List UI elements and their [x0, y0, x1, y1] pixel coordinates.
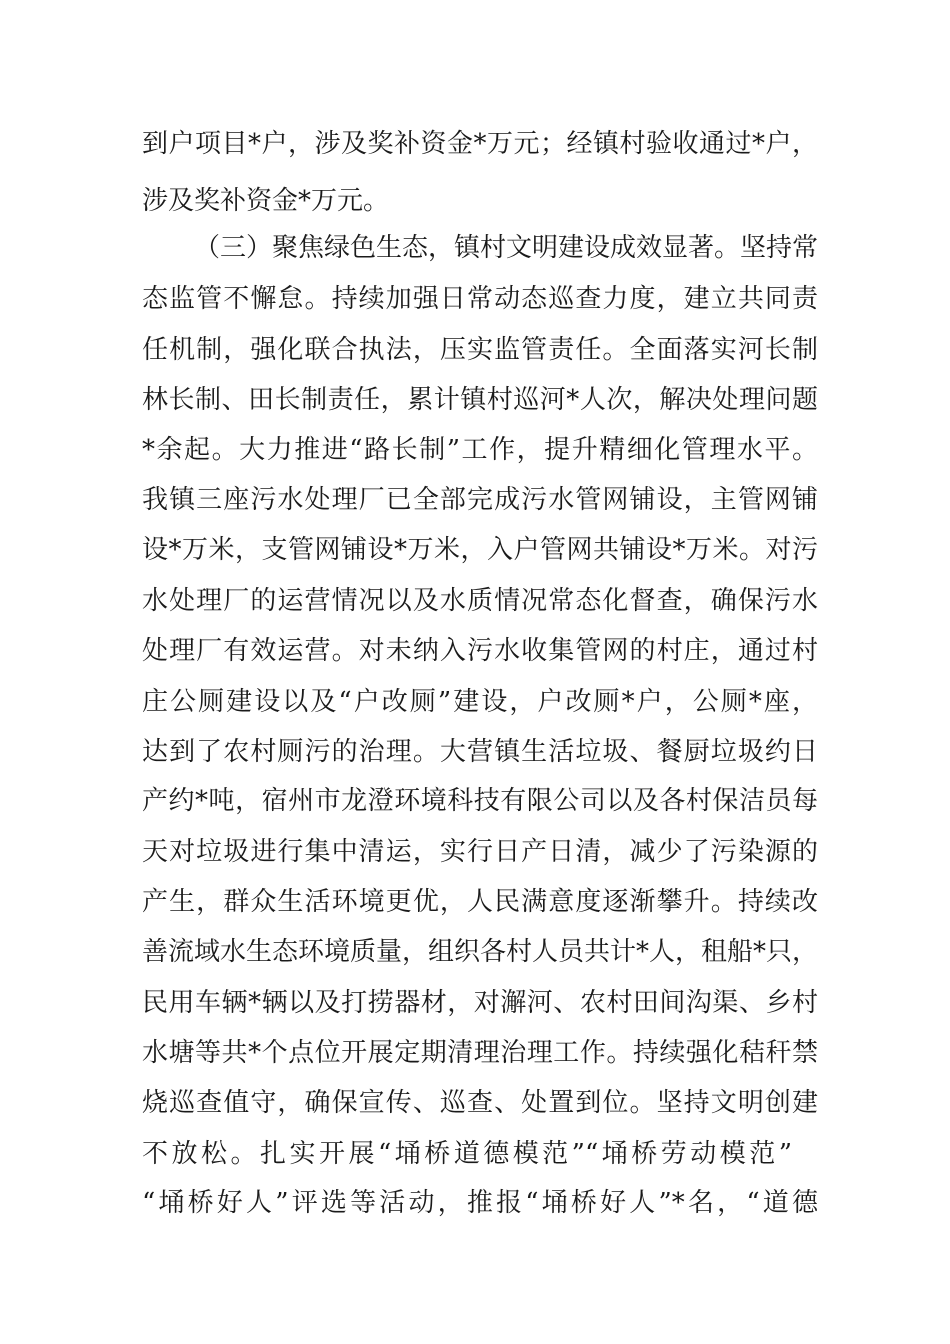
text-line-12: 庄公厕建设以及“户改厕”建设，户改厕*户，公厕*座， — [142, 687, 818, 717]
text-line-16: 产生，群众生活环境更优，人民满意度逐渐攀升。持续改 — [142, 887, 818, 917]
text-line-1: 到户项目*户，涉及奖补资金*万元；经镇村验收通过*户， — [142, 129, 818, 159]
text-line-11: 处理厂有效运营。对未纳入污水收集管网的村庄，通过村 — [142, 636, 818, 666]
text-line-5: 任机制，强化联合执法，压实监管责任。全面落实河长制 — [142, 335, 818, 365]
text-line-13: 达到了农村厕污的治理。大营镇生活垃圾、餐厨垃圾约日 — [142, 737, 818, 767]
text-line-2: 涉及奖补资金*万元。 — [142, 186, 390, 216]
text-line-6: 林长制、田长制责任，累计镇村巡河*人次，解决处理问题 — [142, 385, 818, 415]
text-line-19: 水塘等共*个点位开展定期清理治理工作。持续强化秸秆禁 — [142, 1038, 818, 1068]
text-line-22: “埇桥好人”评选等活动，推报“埇桥好人”*名，“道德 — [142, 1188, 818, 1218]
text-line-10: 水处理厂的运营情况以及水质情况常态化督查，确保污水 — [142, 586, 818, 616]
text-line-4: 态监管不懈怠。持续加强日常动态巡查力度，建立共同责 — [142, 284, 818, 314]
text-line-21: 不放松。扎实开展“埇桥道德模范”“埇桥劳动模范” — [142, 1139, 792, 1169]
text-line-20: 烧巡查值守，确保宣传、巡查、处置到位。坚持文明创建 — [142, 1088, 818, 1118]
text-line-18: 民用车辆*辆以及打捞器材，对澥河、农村田间沟渠、乡村 — [142, 988, 818, 1018]
text-line-14: 产约*吨，宿州市龙澄环境科技有限公司以及各村保洁员每 — [142, 786, 818, 816]
text-line-17: 善流域水生态环境质量，组织各村人员共计*人，租船*只， — [142, 937, 819, 967]
text-line-9: 设*万米，支管网铺设*万米，入户管网共铺设*万米。对污 — [142, 535, 818, 565]
text-line-7: *余起。大力推进“路长制”工作，提升精细化管理水平。 — [142, 435, 818, 465]
text-line-8: 我镇三座污水处理厂已全部完成污水管网铺设，主管网铺 — [142, 485, 818, 515]
text-line-15: 天对垃圾进行集中清运，实行日产日清，减少了污染源的 — [142, 837, 818, 867]
text-line-3: （三）聚焦绿色生态，镇村文明建设成效显著。坚持常 — [194, 233, 819, 263]
